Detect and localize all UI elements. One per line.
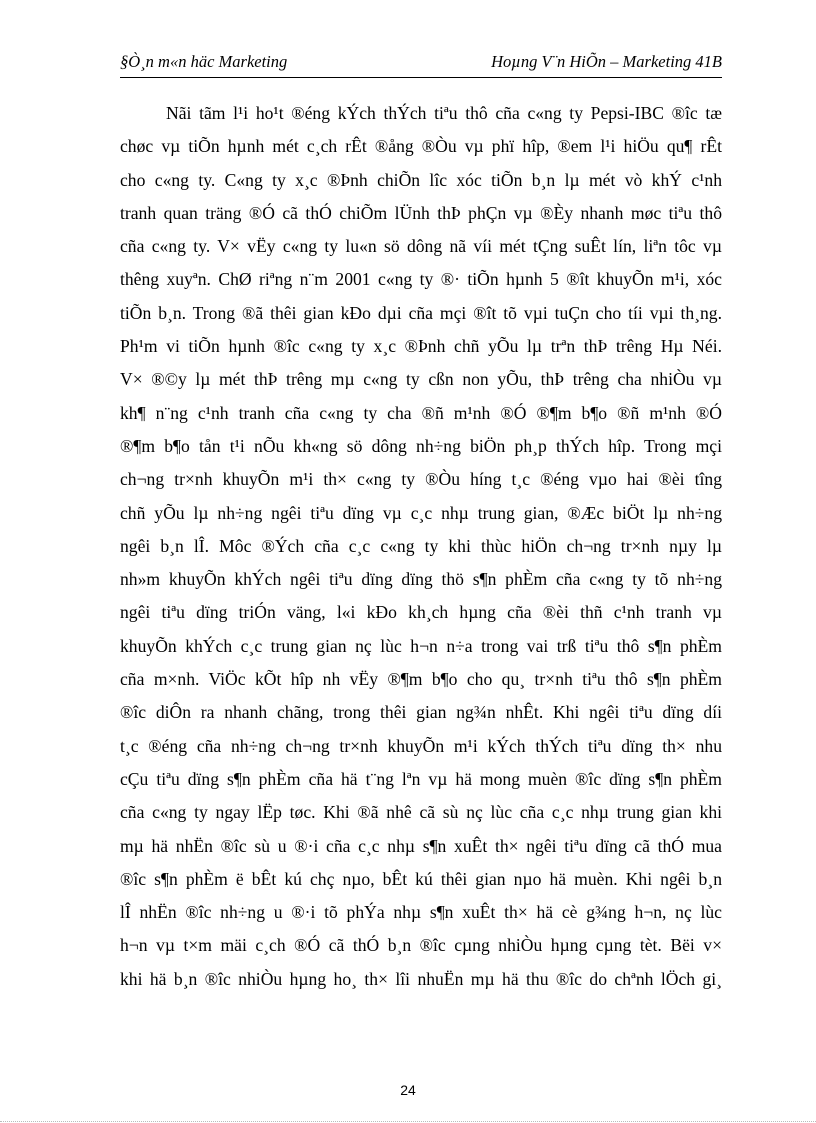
header-author: Hoµng V¨n HiÕn – Marketing 41B [491, 52, 722, 71]
text-line: mµ hä nhËn ®îc sù u ®·i cña c¸c nhµ s¶n xuÊt th× ngêi tiªu dïng cã thÓ mua [120, 835, 722, 856]
page-number: 24 [400, 1082, 416, 1098]
text-line: chñ yÕu lµ nh÷ng ngêi tiªu dïng vµ c¸c nhµ trung gian, ®Æc biÖt lµ nh÷ng [120, 502, 722, 523]
header-course-title: §Ò¸n m«n häc Marketing [120, 52, 288, 71]
text-line: Ph¹m vi tiÕn hµnh ®îc c«ng ty x¸c ®Þnh chñ yÕu lµ trªn thÞ trêng Hµ Néi. [120, 336, 722, 357]
text-line: lÎ nhËn ®îc nh÷ng u ®·i tõ phÝa nhµ s¶n xuÊt th× hä cè g¾ng h¬n, nç lùc [120, 902, 722, 923]
text-line: tiÕn b¸n. Trong ®ã thêi gian kÐo dµi cña mçi ®ît tõ vµi tuÇn cho tíi vµi th¸ng. [120, 302, 722, 323]
text-line: cÇu tiªu dïng s¶n phÈm cña hä t¨ng lªn vµ hä mong muèn ®îc dïng s¶n phÈm [120, 768, 722, 789]
text-line: khi hä b¸n ®îc nhiÒu hµng ho¸ th× lîi nhuËn mµ hä thu ®îc do chªnh lÖch gi¸ [120, 968, 722, 989]
page-edge-divider [0, 1121, 816, 1122]
text-line: tranh quan träng ®Ó cã thÓ chiÕm lÜnh thÞ phÇn vµ ®Èy nhanh møc tiªu thô [120, 202, 722, 223]
text-line: Nãi tãm l¹i ho¹t ®éng kÝch thÝch tiªu thô cña c«ng ty Pepsi-IBC ®îc tæ [166, 103, 722, 123]
text-line: khuyÕn khÝch c¸c trung gian nç lùc h¬n n÷a trong vai trß tiªu thô s¶n phÈm [120, 635, 722, 656]
text-line: chøc vµ tiÕn hµnh mét c¸ch rÊt ®ång ®Òu vµ phï hîp, ®em l¹i hiÖu qu¶ rÊt [120, 136, 722, 157]
text-line: kh¶ n¨ng c¹nh tranh cña c«ng ty cha ®ñ m¹nh ®Ó ®¶m b¶o ®ñ m¹nh ®Ó [120, 402, 722, 423]
text-line: V× ®©y lµ mét thÞ trêng mµ c«ng ty cßn non yÕu, thÞ trêng cha nhiÒu vµ [120, 369, 722, 390]
text-line: ch¬ng tr×nh khuyÕn m¹i th× c«ng ty ®Òu híng t¸c ®éng vµo hai ®èi tîng [120, 469, 722, 490]
text-line: cña c«ng ty ngay lËp tøc. Khi ®ã nhê cã sù nç lùc cña c¸c nhµ trung gian khi [120, 802, 722, 823]
text-line: cho c«ng ty. C«ng ty x¸c ®Þnh chiÕn lîc xóc tiÕn b¸n lµ mét vò khÝ c¹nh [120, 169, 722, 190]
running-header [120, 52, 722, 78]
text-line: ®îc s¶n phÈm ë bÊt kú chç nµo, bÊt kú thêi gian nµo hä muèn. Khi ngêi b¸n [120, 868, 722, 889]
text-line: ®¶m b¶o tån t¹i nÕu kh«ng sö dông nh÷ng biÖn ph¸p thÝch hîp. Trong mçi [120, 435, 722, 456]
text-line: h¬n vµ t×m mäi c¸ch ®Ó cã thÓ b¸n ®îc cµng nhiÒu hµng cµng tèt. Bëi v× [120, 935, 722, 956]
text-line: ngêi tiªu dïng triÓn väng, l«i kÐo kh¸ch hµng cña ®èi thñ c¹nh tranh vµ [120, 602, 722, 623]
text-line: thêng xuyªn. ChØ riªng n¨m 2001 c«ng ty ®· tiÕn hµnh 5 ®ît khuyÕn m¹i, xóc [120, 269, 722, 290]
text-line: cña c«ng ty. V× vËy c«ng ty lu«n sö dông nã víi mét tÇng suÊt lín, liªn tôc vµ [120, 236, 722, 257]
text-line: ngêi b¸n lÎ. Môc ®Ých cña c¸c c«ng ty khi thùc hiÖn ch¬ng tr×nh nµy lµ [120, 535, 722, 556]
text-line: cña m×nh. ViÖc kÕt hîp nh vËy ®¶m b¶o cho qu¸ tr×nh tiªu thô s¶n phÈm [120, 669, 722, 690]
body-text [120, 97, 722, 996]
text-line: t¸c ®éng cña nh÷ng ch¬ng tr×nh khuyÕn m¹i kÝch thÝch tiªu dïng th× nhu [120, 735, 722, 756]
text-line: ®îc diÔn ra nhanh chãng, trong thêi gian ng¾n nhÊt. Khi ngêi tiªu dïng díi [120, 702, 722, 723]
text-line: nh»m khuyÕn khÝch ngêi tiªu dïng dïng thö s¶n phÈm cña c«ng ty tõ nh÷ng [120, 569, 722, 590]
